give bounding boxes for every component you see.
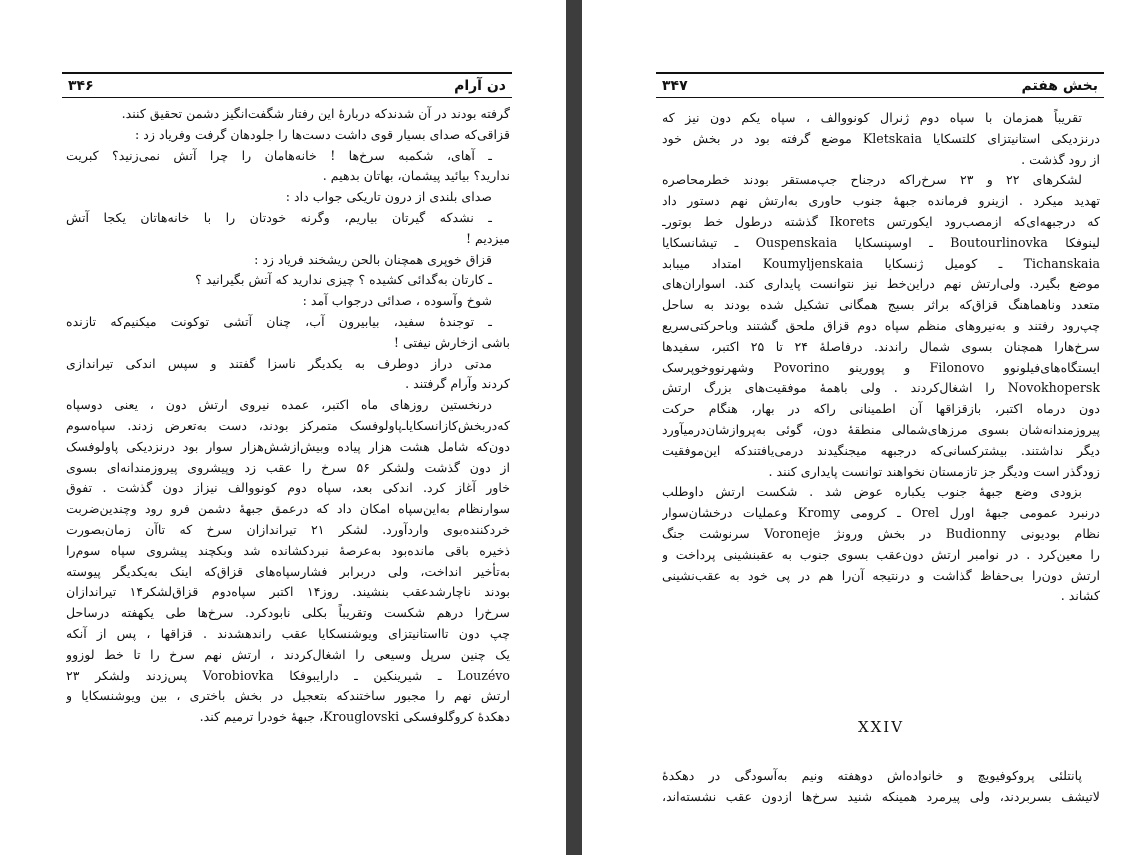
left-page-body <box>66 104 510 728</box>
text-line: موضع بگیرد. ولی‌ارتش نهم دراین‌خط نیز نتوانست پایداری کند. اسواران‌های <box>662 276 1100 292</box>
text-line: ارتش دون‌را بی‌حفاظ گذاشت و درنتیجه آن‌را هم در پی خود به عقب‌نشینی <box>662 567 1100 583</box>
right-page <box>582 0 1145 855</box>
text-line: بزودی وضع جبههٔ جنوب یکباره عوض شد . شکست ارتش داوطلب <box>662 484 1082 500</box>
text-line: از دون گذشت ولشکر ۵۶ سرخ را عقب زد وپیشروی پیروزمندانه‌ای بسوی <box>66 459 510 475</box>
text-line: را معین‌کرد . در نوامبر ارتش دون‌عقب بسوی جنوب به عقبنشینی پرداخت و <box>662 546 1100 562</box>
text-line: دون درماه اکتبر، بازقزاقها آن اطمینانی راکه در بهار، هنگام حرکت <box>662 401 1100 417</box>
text-line: دیگر نداشتند. بیشترکسانی‌که درجبهه میجنگیدند درمی‌یافتندکه این‌موفقیت <box>662 442 1100 458</box>
text-line: زودگذر است ودیگر جز تازمستان نخواهند توانست پایداری کنند . <box>768 463 1100 479</box>
left-page <box>0 0 566 855</box>
text-line: خاور آغاز کرد. اندکی بعد، سپاه دوم کونووالف نیزاز دون گذشت . تفوق <box>66 480 510 496</box>
chapter-heading: XXIV <box>857 718 905 736</box>
text-line: لینوفکا Boutourlinovka ـ اوسپنسکایا Ouspenskaia ـ تیشانسکایا <box>662 234 1100 250</box>
text-line: دون‌که شامل هشت هزار پیاده وبیش‌ازشش‌هزار سوار بود درنزدیکی پاولوفسک <box>66 438 510 454</box>
text-line: پیروزمندانه‌شان بسوی مرزهای‌شمالی منطقهٔ دون، گوئی به‌پروازشان‌درمیآورد <box>662 421 1100 437</box>
text-line: Tichanskaia ـ کومیل ژنسکایا Koumyljenskaia امتداد میبابد <box>662 255 1100 271</box>
text-line: ـ آهای، شکمبه سرخ‌ها ! خانه‌هامان را چرا آتش نمی‌زنید؟ کبریت <box>66 147 492 163</box>
text-line: سوارنظام به‌این‌سپاه امکان داد که درعمق جبههٔ دشمن فرو رود وچندین‌ضربت <box>66 501 510 517</box>
text-line: ـ کارتان به‌گدائی کشیده ؟ چیزی ندارید که آتش بگیرانید ؟ <box>195 272 492 288</box>
text-line: پانتلئی پروکوفیویچ و خانواده‌اش دوهفته ونیم به‌آسودگی در دهکدهٔ <box>662 768 1082 783</box>
right-page-body <box>662 108 1100 607</box>
text-line: گرفته بودند در آن شدندکه دربارهٔ این رفتار شگفت‌انگیز دشمن تحقیق کنند. <box>121 106 510 121</box>
text-line: کشاند . <box>1060 588 1100 604</box>
text-line: بودند ناچارشدعقب بنشیند. روز۱۴ اکتبر سپاه‌دوم قزاق‌لشکر۱۴ تیراندازان <box>66 584 510 600</box>
text-line: ندارید؟ بیائید پیشمان، بهاتان بدهیم . <box>322 168 510 184</box>
right-running-title: بخش هفتم <box>1021 77 1098 94</box>
text-line: مدتی دراز دوطرف به یکدیگر ناسزا گفتند و سپس اندکی تیراندازی <box>66 355 492 371</box>
text-line: صدای بلندی از درون تاریکی جواب داد : <box>285 189 492 205</box>
text-line: سرخ‌را درهم شکست وتقریباً بکلی نابودکرد. سرخ‌ها طی یکهفته درساحل <box>66 605 510 621</box>
right-page-number: ۳۴۷ <box>662 77 688 94</box>
text-line: Louzévo ـ شیرینکین ـ دارایبوفکا Vorobiovka پس‌زدند ولشکر ۲۳ <box>66 667 510 683</box>
text-line: به‌تأخیر انداخت، ولی دربرابر فشارسپاه‌های قزاق‌که اینک به‌یکدیگر پیوسته <box>66 563 510 579</box>
right-page-header <box>656 72 1104 98</box>
text-line: که‌دربخش‌کازانسکایا‌ـ‌پاولوفسک متمرکز بودند، دست به‌تعرض زدند. سپاه‌سوم <box>66 417 510 433</box>
text-line: کردند وآرام گرفتند . <box>405 376 510 392</box>
text-line: باشی ازخارش نیفتی ! <box>393 334 510 350</box>
text-line: چپ دون تااستانیتزای ویوشنسکایا عقب راندهشدند . قزاقها ، پس از آنکه <box>66 625 510 641</box>
left-running-title: دن آرام <box>454 77 506 94</box>
text-line: درنخستین روزهای ماه اکتبر، عمده نیروی ارتش دون ، یعنی دوسپاه <box>66 397 492 413</box>
text-line: لشکرهای ۲۲ و ۲۳ سرخ‌راکه درجناح جپ‌مستقر بودند خطرمحاصره <box>662 172 1082 188</box>
text-line: ارتش نهم را مجبور ساختندکه بتعجیل در بخش باختری ، بین ویوشنسکایا و <box>66 688 510 704</box>
text-line: خردکننده‌بوی واردآورد. لشکر ۲۱ تیراندازان سرخ که تاآن زمان‌بصورت <box>66 521 510 537</box>
text-line: سرخ‌هارا همچنان بسوی شمال راندند. درفاصلهٔ ۲۴ تا ۲۵ اکتبر، سفیدها <box>662 338 1100 354</box>
text-line: درنبرد عمومی جبههٔ اورل Orel ـ کرومی Kromy وعملیات درخشان‌سوار <box>662 505 1100 521</box>
text-line: ـ توجندهٔ سفید، بیا‌بیرون آب، چنان آتشی توکونت میکنیم‌که تازنده <box>66 313 492 329</box>
text-line: درنزدیکی استانیتزای کلتسکایا Kletskaia موضع گرفته بود در بخش خود <box>662 130 1100 146</box>
text-line: ایستگاه‌های‌فیلونوو Filonovo و پوورینو Povorino وشهرنووخوپرسک <box>662 359 1100 375</box>
right-page-body-after-chapter <box>662 766 1100 808</box>
text-line: ـ نشدکه گیرتان بیاریم، وگرنه خودتان را با خانه‌هاتان یکجا آتش <box>66 209 492 225</box>
text-line: Novokhopersk را اشغال‌کردند . ولی باهمهٔ موفقیت‌های بزرگ ارتش <box>662 380 1100 396</box>
book-spine <box>566 0 582 855</box>
text-line: شوخ وآسوده ، صدائی درجواب آمد : <box>302 293 492 309</box>
text-line: چپ‌رود رفتند و به‌نیروهای منظم سپاه دوم قزاق ملحق گشتند وباحرکتی‌سریع <box>662 317 1100 333</box>
text-line: تهدید میکرد . ازینرو فرمانده جبههٔ جنوب حاوری به‌ارتش نهم دستور داد <box>662 193 1100 209</box>
text-line: نظام بودیونی Budionny در بخش ورونژ Voroneje سرنوشت جنگ <box>662 525 1100 541</box>
text-line: دهکدهٔ کروگلوفسکی Krouglovski، جبههٔ خودرا ترمیم کند. <box>199 709 510 725</box>
left-page-header <box>62 72 512 98</box>
text-line: قزاق خوپری همچنان بالحن ریشخند فریاد زد : <box>254 251 492 267</box>
left-page-number: ۳۴۶ <box>68 77 94 94</box>
text-line: لاتیشف بسربردند، ولی پیرمرد همینکه شنید سرخ‌ها ازدون عقب نشسته‌اند، <box>662 788 1100 804</box>
text-line: میزدیم ! <box>465 230 510 246</box>
text-line: یک چنین سرپل وسیعی را اشغال‌کردند ، ارتش نهم سرخ را تا خط لوزوو <box>66 646 510 662</box>
text-line: که درجبهه‌ای‌که ازمصب‌رود ایکورتس Ikorets گذشته درطول خط بوتور‌ـ <box>662 213 1100 229</box>
text-line: تقریباً همزمان با سپاه دوم ژنرال کونووالف ، سپاه یکم دون نیز که <box>662 110 1082 125</box>
text-line: ذخیره باقی مانده‌بود به‌عرصهٔ نبردکشانده شد وبکچند پیشروی سپاه سوم‌را <box>66 542 510 558</box>
text-line: قزاقی‌که صدای بسیار قوی داشت دست‌ها را جلودهان گرفت وفریاد زد : <box>135 126 510 142</box>
text-line: متعدد وناهماهنگ قزاق‌که براثر بسیج همگانی تشکیل شده بودند به ساحل <box>662 297 1100 313</box>
text-line: از رود گذشت . <box>1021 151 1100 167</box>
